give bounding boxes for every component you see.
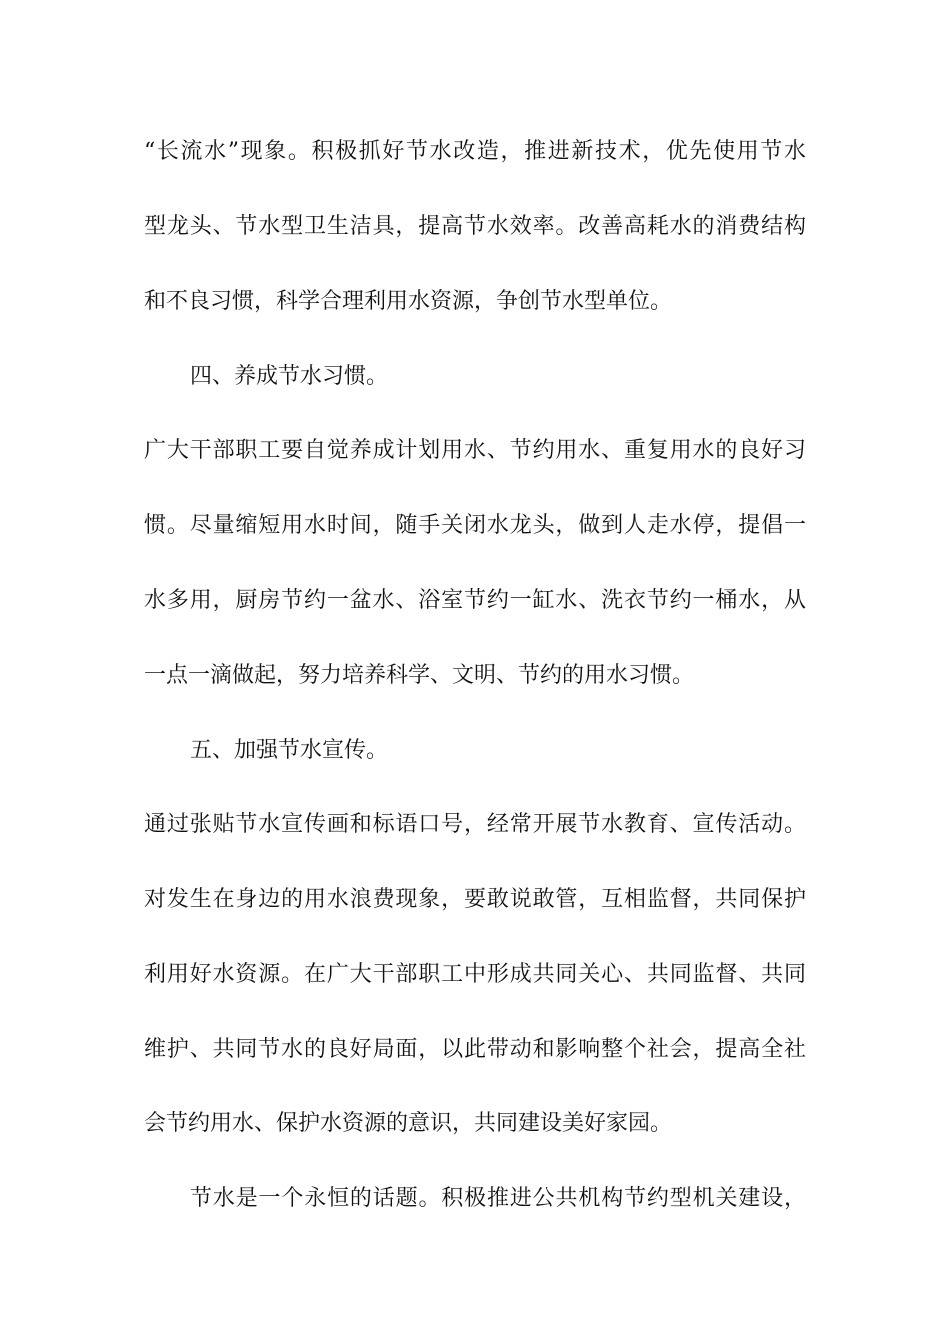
body-text-line: 对发生在身边的用水浪费现象，要敢说敢管，互相监督，共同保护 — [144, 887, 806, 912]
section-heading: 五、加强节水宣传。 — [190, 738, 389, 763]
body-text-line: 会节约用水、保护水资源的意识，共同建设美好家园。 — [144, 1111, 673, 1136]
body-text-line: 一点一滴做起，努力培养科学、文明、节约的用水习惯。 — [144, 663, 695, 688]
body-text-line: 和不良习惯，科学合理利用水资源，争创节水型单位。 — [144, 289, 673, 314]
body-text-line: 节水是一个永恒的话题。积极推进公共机构节约型机关建设， — [190, 1186, 806, 1211]
body-text-line: 维护、共同节水的良好局面，以此带动和影响整个社会，提高全社 — [144, 1037, 806, 1062]
body-text-line: 通过张贴节水宣传画和标语口号，经常开展节水教育、宣传活动。 — [144, 812, 806, 837]
body-text-line: 型龙头、节水型卫生洁具，提高节水效率。改善高耗水的消费结构 — [144, 214, 806, 239]
section-heading: 四、养成节水习惯。 — [190, 364, 389, 389]
body-text-line: 水多用，厨房节约一盆水、浴室节约一缸水、洗衣节约一桶水，从 — [144, 588, 806, 613]
body-text-line: 惯。尽量缩短用水时间，随手关闭水龙头，做到人走水停，提倡一 — [144, 513, 806, 538]
body-text-line: 广大干部职工要自觉养成计划用水、节约用水、重复用水的良好习 — [144, 438, 806, 463]
body-text-line: 利用好水资源。在广大干部职工中形成共同关心、共同监督、共同 — [144, 962, 806, 987]
body-text-line: “长流水”现象。积极抓好节水改造，推进新技术，优先使用节水 — [144, 139, 806, 164]
